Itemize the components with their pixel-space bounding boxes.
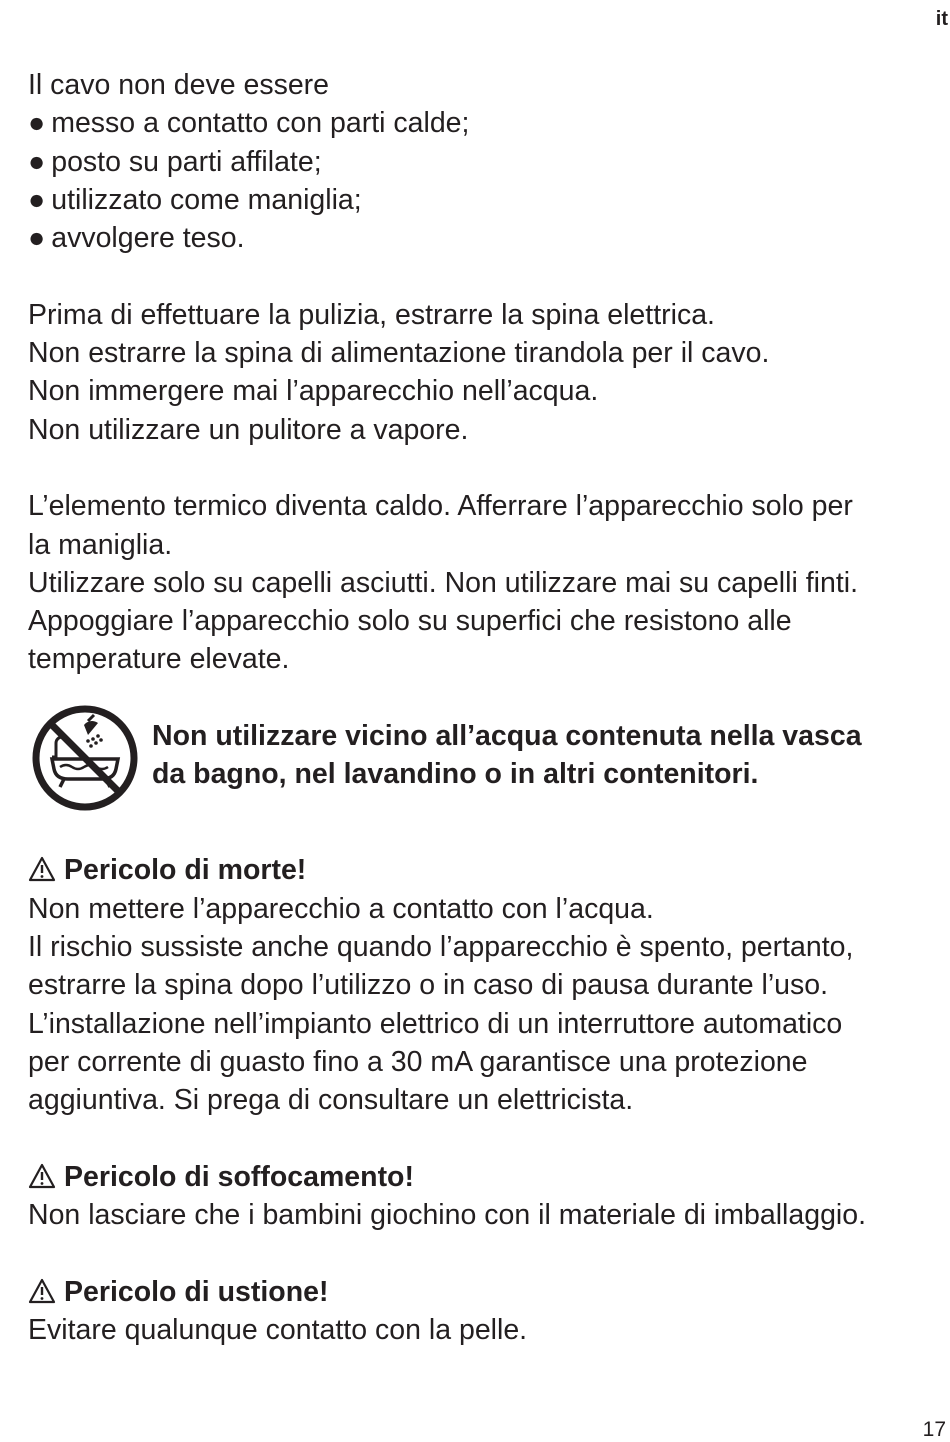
text-line: Non utilizzare vicino all’acqua contenuta nella vasca bbox=[152, 720, 862, 753]
danger-suffocation-heading bbox=[28, 1158, 938, 1196]
danger-burn-section bbox=[28, 1273, 938, 1350]
list-item bbox=[28, 181, 938, 219]
list-item-text: utilizzato come maniglia; bbox=[51, 183, 362, 216]
water-warning bbox=[28, 717, 938, 813]
heading-text: Pericolo di ustione! bbox=[64, 1275, 329, 1308]
text-line: Non mettere l’apparecchio a contatto con l’acqua. bbox=[28, 892, 654, 925]
danger-burn-heading bbox=[28, 1273, 938, 1311]
text-line: Prima di effettuare la pulizia, estrarre la spina elettrica. bbox=[28, 298, 715, 331]
text-line: estrarre la spina dopo l’utilizzo o in caso di pausa durante l’uso. bbox=[28, 969, 829, 1002]
text-line: L’elemento termico diventa caldo. Afferrare l’apparecchio solo per bbox=[28, 490, 853, 523]
text-line: Appoggiare l’apparecchio solo su superfici che resistono alle bbox=[28, 605, 792, 638]
text-line: aggiuntiva. Si prega di consultare un elettricista. bbox=[28, 1084, 634, 1117]
list-item-text: avvolgere teso. bbox=[51, 222, 245, 255]
bullet-icon: ● bbox=[28, 183, 46, 216]
warning-triangle-icon bbox=[28, 1163, 56, 1189]
text-line: Evitare qualunque contatto con la pelle. bbox=[28, 1313, 528, 1346]
bullet-icon: ● bbox=[28, 107, 46, 140]
text-line: la maniglia. bbox=[28, 528, 173, 561]
page-number: 17 bbox=[922, 1418, 946, 1441]
list-item bbox=[28, 143, 938, 181]
danger-death-section bbox=[28, 851, 938, 1119]
heat-instructions bbox=[28, 487, 938, 678]
page-content bbox=[28, 66, 938, 1388]
no-bathtub-icon bbox=[30, 703, 140, 813]
danger-death-heading bbox=[28, 851, 938, 889]
warning-triangle-icon bbox=[28, 856, 56, 882]
text-line: temperature elevate. bbox=[28, 643, 290, 676]
cleaning-instructions bbox=[28, 296, 938, 449]
text-line: Non utilizzare un pulitore a vapore. bbox=[28, 413, 469, 446]
heading-text: Pericolo di morte! bbox=[64, 854, 307, 887]
list-item-text: messo a contatto con parti calde; bbox=[51, 107, 470, 140]
text-line: Non immergere mai l’apparecchio nell’acqua. bbox=[28, 375, 599, 408]
danger-suffocation-section bbox=[28, 1158, 938, 1235]
text-line: Utilizzare solo su capelli asciutti. Non utilizzare mai su capelli finti. bbox=[28, 566, 858, 599]
cord-warnings bbox=[28, 66, 938, 257]
list-item bbox=[28, 219, 938, 257]
language-tag: it bbox=[935, 8, 948, 30]
heading-text: Pericolo di soffocamento! bbox=[64, 1160, 414, 1193]
text-line: Non estrarre la spina di alimentazione tirandola per il cavo. bbox=[28, 337, 770, 370]
bullet-icon: ● bbox=[28, 222, 46, 255]
water-warning-text bbox=[152, 717, 862, 794]
bullet-icon: ● bbox=[28, 145, 46, 178]
warning-triangle-icon bbox=[28, 1278, 56, 1304]
list-item-text: posto su parti affilate; bbox=[51, 145, 322, 178]
text-line: per corrente di guasto fino a 30 mA garantisce una protezione bbox=[28, 1045, 808, 1078]
text-line: da bagno, nel lavandino o in altri contenitori. bbox=[152, 758, 759, 791]
cord-intro: Il cavo non deve essere bbox=[28, 69, 330, 101]
text-line: Il rischio sussiste anche quando l’apparecchio è spento, pertanto, bbox=[28, 930, 854, 963]
list-item bbox=[28, 104, 938, 142]
text-line: L’installazione nell’impianto elettrico di un interruttore automatico bbox=[28, 1007, 843, 1040]
text-line: Non lasciare che i bambini giochino con il materiale di imballaggio. bbox=[28, 1199, 867, 1232]
